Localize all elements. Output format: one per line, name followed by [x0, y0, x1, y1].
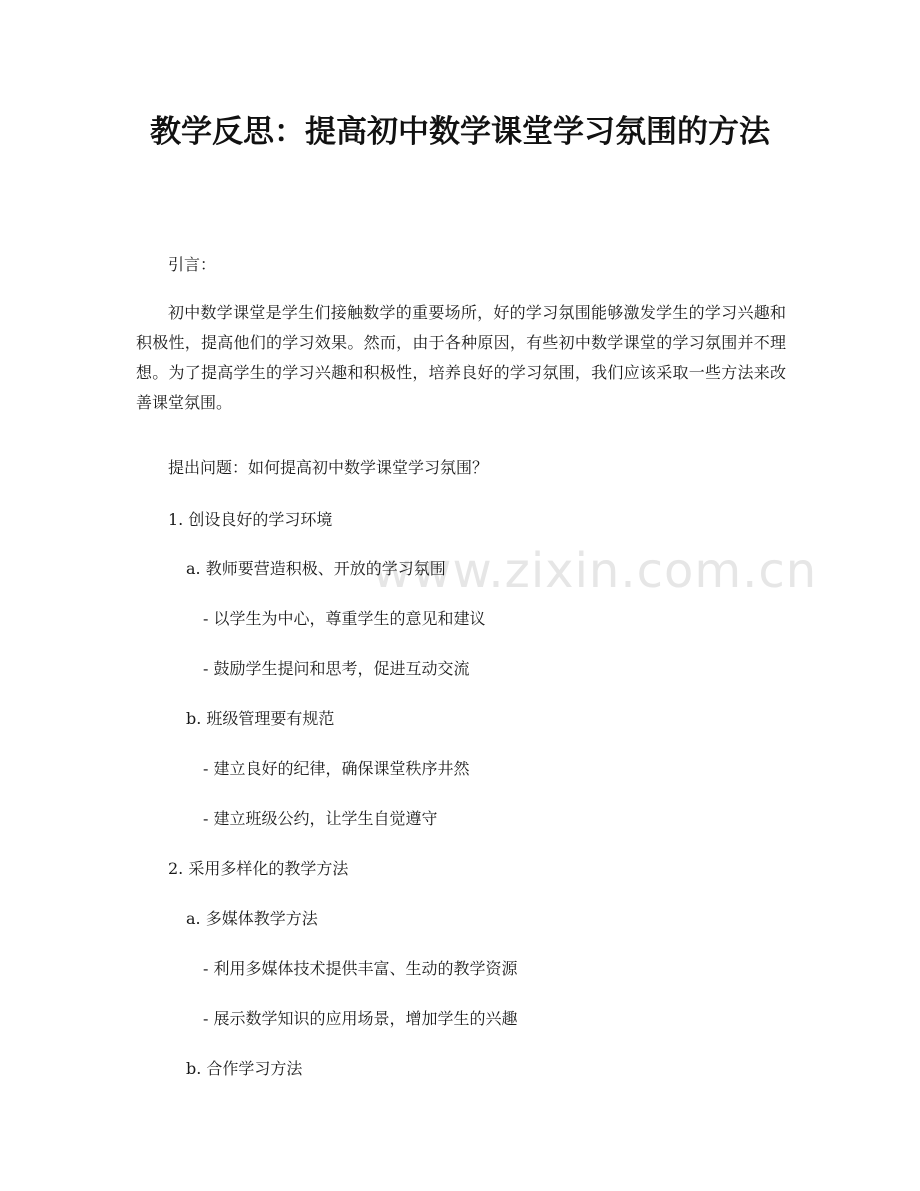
subsection-heading: a. 教师要营造积极、开放的学习氛围	[186, 559, 446, 578]
section-heading: 1. 创设良好的学习环境	[168, 510, 333, 529]
bullet-point: - 利用多媒体技术提供丰富、生动的教学资源	[203, 959, 518, 978]
bullet-point: - 建立班级公约，让学生自觉遵守	[203, 809, 438, 828]
subsection-heading: b. 合作学习方法	[186, 1059, 303, 1078]
intro-paragraph: 初中数学课堂是学生们接触数学的重要场所，好的学习氛围能够激发学生的学习兴趣和积极性，提高他们的学习效果。然而，由于各种原因，有些初中数学课堂的学习氛围并不理想。为了提高学生的学习兴趣和积极性，培养良好的学习氛围，我们应该采取一些方法来改善课堂氛围。	[136, 303, 786, 412]
bullet-point: - 鼓励学生提问和思考，促进互动交流	[203, 659, 470, 678]
bullet-point: - 以学生为中心，尊重学生的意见和建议	[203, 609, 486, 628]
document-title: 教学反思：提高初中数学课堂学习氛围的方法	[150, 114, 770, 150]
bullet-point: - 展示数学知识的应用场景，增加学生的兴趣	[203, 1009, 518, 1028]
section-heading: 2. 采用多样化的教学方法	[168, 859, 349, 878]
bullet-point: - 建立良好的纪律，确保课堂秩序井然	[203, 759, 470, 778]
watermark: www.zixin.com.cn	[372, 543, 818, 599]
subsection-heading: b. 班级管理要有规范	[186, 709, 335, 728]
subsection-heading: a. 多媒体教学方法	[186, 909, 318, 928]
intro-label: 引言：	[168, 255, 217, 274]
question-line: 提出问题：如何提高初中数学课堂学习氛围？	[168, 458, 489, 477]
